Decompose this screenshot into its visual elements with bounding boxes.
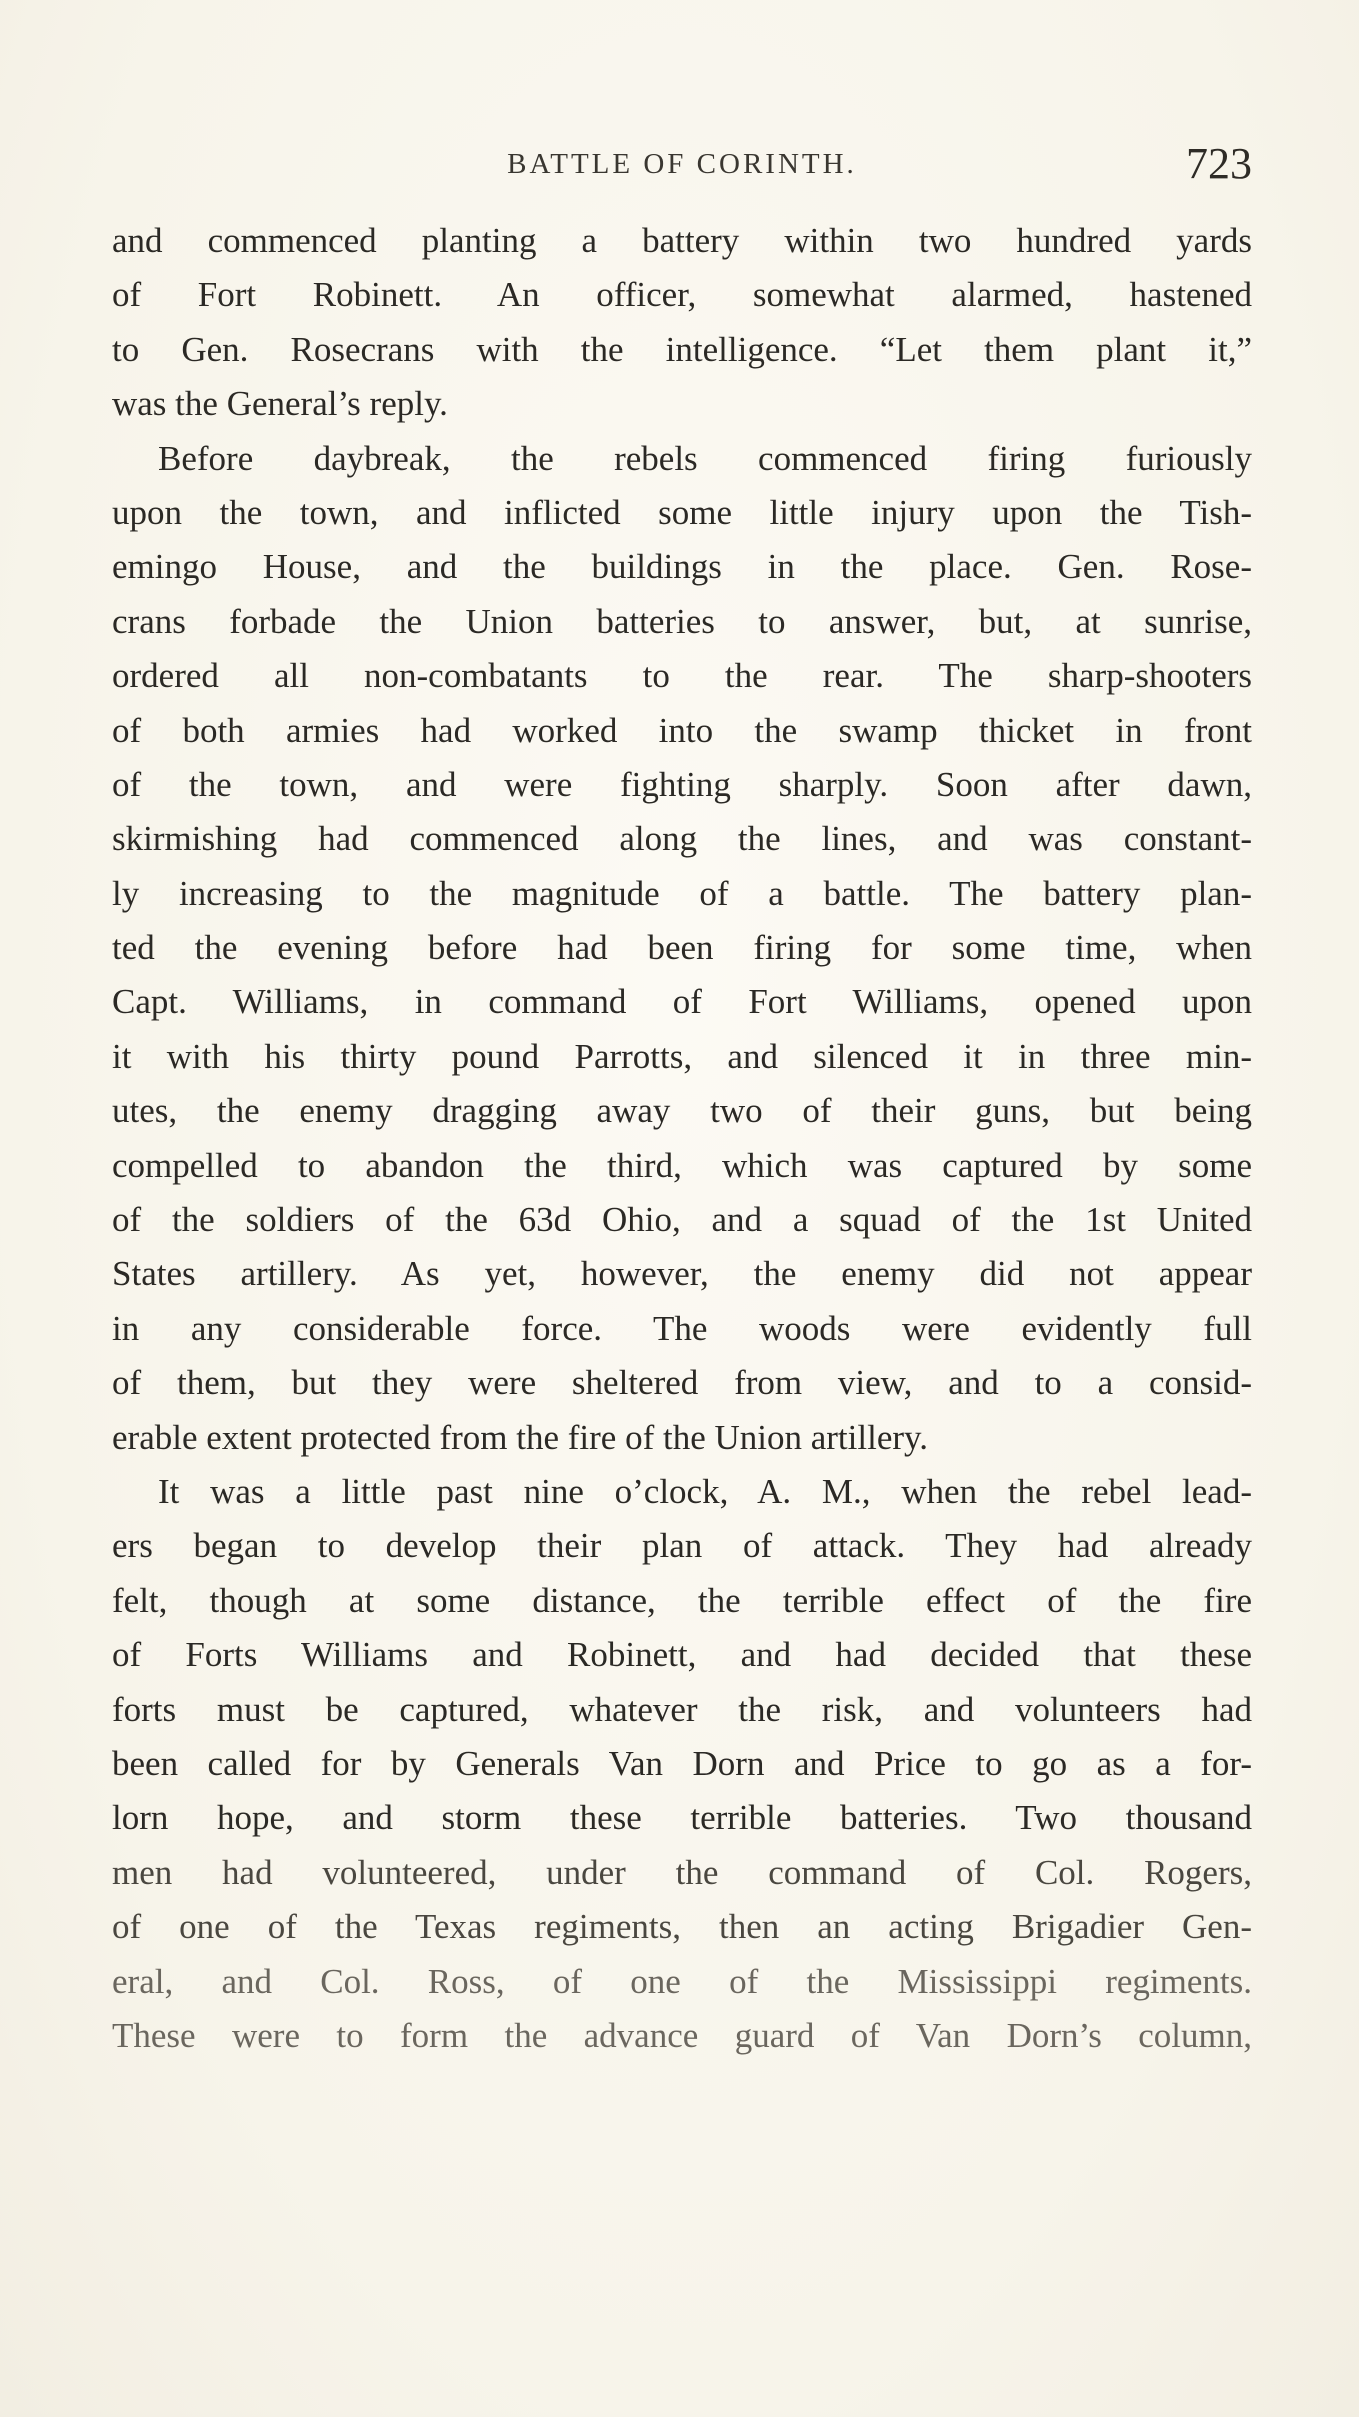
text-line: it with his thirty pound Parrotts, and silenced it in three min-: [112, 1036, 1252, 1076]
text-line: forts must be captured, whatever the risk, and volunteers had: [112, 1689, 1252, 1729]
running-head: [112, 138, 1252, 198]
text-line: ly increasing to the magnitude of a battle. The battery plan-: [112, 873, 1252, 913]
text-line: been called for by Generals Van Dorn and Price to go as a for-: [112, 1743, 1252, 1783]
text-line: skirmishing had commenced along the lines, and was constant-: [112, 819, 1252, 859]
text-line: utes, the enemy dragging away two of their guns, but being: [112, 1091, 1252, 1131]
text-line: of Fort Robinett. An officer, somewhat alarmed, hastened: [112, 275, 1252, 315]
text-line: These were to form the advance guard of Van Dorn’s column,: [112, 2015, 1252, 2055]
text-line: ers began to develop their plan of attack. They had already: [112, 1526, 1252, 1566]
text-line: ordered all non-combatants to the rear. The sharp-shooters: [112, 656, 1252, 696]
text-line: of the town, and were fighting sharply. Soon after dawn,: [112, 764, 1252, 804]
text-line: of one of the Texas regiments, then an acting Brigadier Gen-: [112, 1907, 1252, 1947]
text-line: compelled to abandon the third, which was captured by some: [112, 1145, 1252, 1185]
page-number: 723: [1186, 139, 1252, 188]
text-line: of them, but they were sheltered from view, and to a consid-: [112, 1363, 1252, 1403]
text-line: lorn hope, and storm these terrible batteries. Two thousand: [112, 1798, 1252, 1838]
text-line: States artillery. As yet, however, the enemy did not appear: [112, 1254, 1252, 1294]
paragraph: [112, 432, 1252, 1465]
paragraph: [112, 1465, 1252, 2063]
text-line: Before daybreak, the rebels commenced firing furiously: [158, 438, 1252, 478]
text-line: upon the town, and inflicted some little injury upon the Tish-: [112, 492, 1252, 532]
paragraph: [112, 214, 1252, 432]
text-line: ted the evening before had been firing for some time, when: [112, 928, 1252, 968]
text-line: of the soldiers of the 63d Ohio, and a squad of the 1st United: [112, 1200, 1252, 1240]
body-text: [112, 214, 1252, 2063]
text-line: to Gen. Rosecrans with the intelligence. “Let them plant it,”: [112, 329, 1252, 369]
text-line: emingo House, and the buildings in the place. Gen. Rose-: [112, 547, 1252, 587]
text-line: in any considerable force. The woods were evidently full: [112, 1308, 1252, 1348]
text-line: and commenced planting a battery within two hundred yards: [112, 221, 1252, 260]
text-line: Capt. Williams, in command of Fort Williams, opened upon: [112, 982, 1252, 1022]
text-line: of both armies had worked into the swamp thicket in front: [112, 710, 1252, 750]
text-line: was the General’s reply.: [112, 384, 448, 424]
running-title: BATTLE OF CORINTH.: [507, 148, 857, 180]
text-line: It was a little past nine o’clock, A. M., when the rebel lead-: [158, 1471, 1252, 1511]
text-line: men had volunteered, under the command of Col. Rogers,: [112, 1852, 1252, 1892]
text-line: crans forbade the Union batteries to answer, but, at sunrise,: [112, 601, 1252, 641]
text-line: felt, though at some distance, the terrible effect of the fire: [112, 1580, 1252, 1620]
text-line: eral, and Col. Ross, of one of the Mississippi regiments.: [112, 1961, 1252, 2001]
text-line: of Forts Williams and Robinett, and had decided that these: [112, 1635, 1252, 1675]
text-line: erable extent protected from the fire of the Union artillery.: [112, 1417, 928, 1457]
